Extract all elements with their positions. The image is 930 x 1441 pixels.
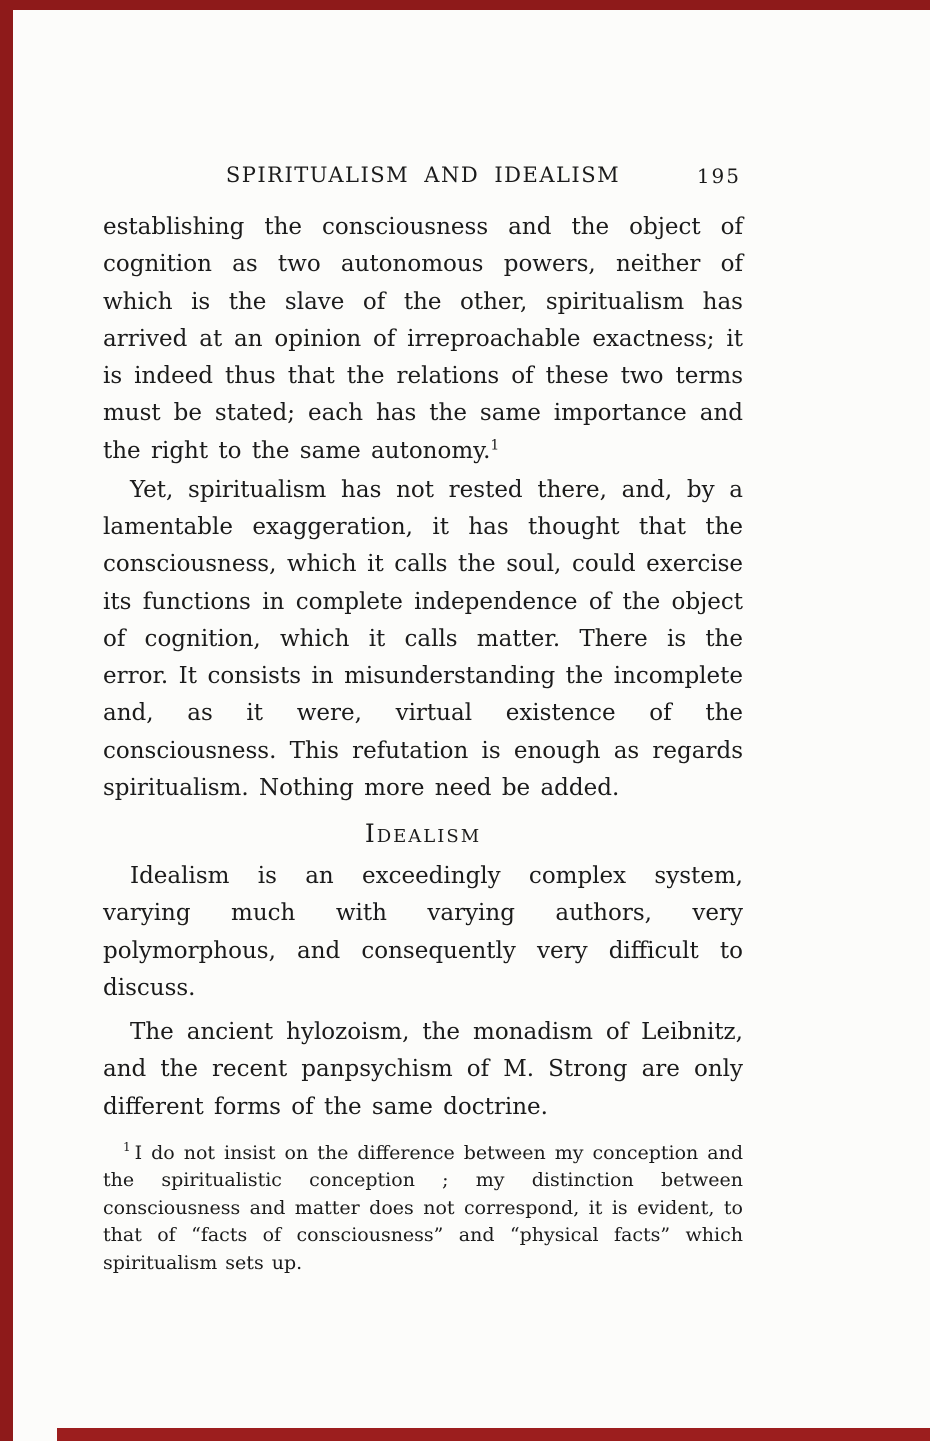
footnote-text: I do not insist on the difference between my conception and the spiritualistic conception ; my distinction between consciousness and matter does not correspond, it is evident, to that of “facts of consciousness” and “physical facts” which spiritualism sets up. bbox=[103, 1141, 743, 1274]
scan-edge-left bbox=[0, 0, 13, 1441]
running-header bbox=[103, 163, 743, 187]
page-number: 195 bbox=[696, 164, 741, 188]
scan-edge-bottom bbox=[57, 1428, 930, 1441]
header-title: SPIRITUALISM AND IDEALISM bbox=[225, 163, 621, 187]
paragraph-3: Idealism is an exceedingly complex system, varying much with varying authors, very polymorphous, and consequently very difficult to discuss. bbox=[103, 863, 743, 1001]
section-heading: Idealism bbox=[364, 819, 482, 848]
paragraph-1-text: establishing the consciousness and the object of cognition as two autonomous powers, neither of which is the slave of the other, spiritualism has arrived at an opinion of irreproachable exactness; it is indeed thus that the relations of these two terms must be stated; each has the same importance and the right to the same autonomy. bbox=[103, 214, 743, 464]
scan-edge-top bbox=[0, 0, 930, 10]
footnote bbox=[103, 1140, 743, 1278]
paragraph-1 bbox=[103, 209, 743, 470]
footnote-marker: 1 bbox=[123, 1140, 131, 1155]
paragraph-2: Yet, spiritualism has not rested there, and, by a lamentable exaggeration, it has thought that the consciousness, which it calls the soul, could exercise its functions in complete independence of the object of cognition, which it calls matter. There is the error. It consists in misunderstanding the incomplete and, as it were, virtual existence of the consciousness. This refutation is enough as regards spiritualism. Nothing more need be added. bbox=[103, 476, 743, 801]
footnote-reference: 1 bbox=[490, 436, 500, 453]
paragraph-4: The ancient hylozoism, the monadism of Leibnitz, and the recent panpsychism of M. Strong are only different forms of the same doctrine. bbox=[103, 1019, 743, 1120]
page-content bbox=[103, 163, 743, 1277]
